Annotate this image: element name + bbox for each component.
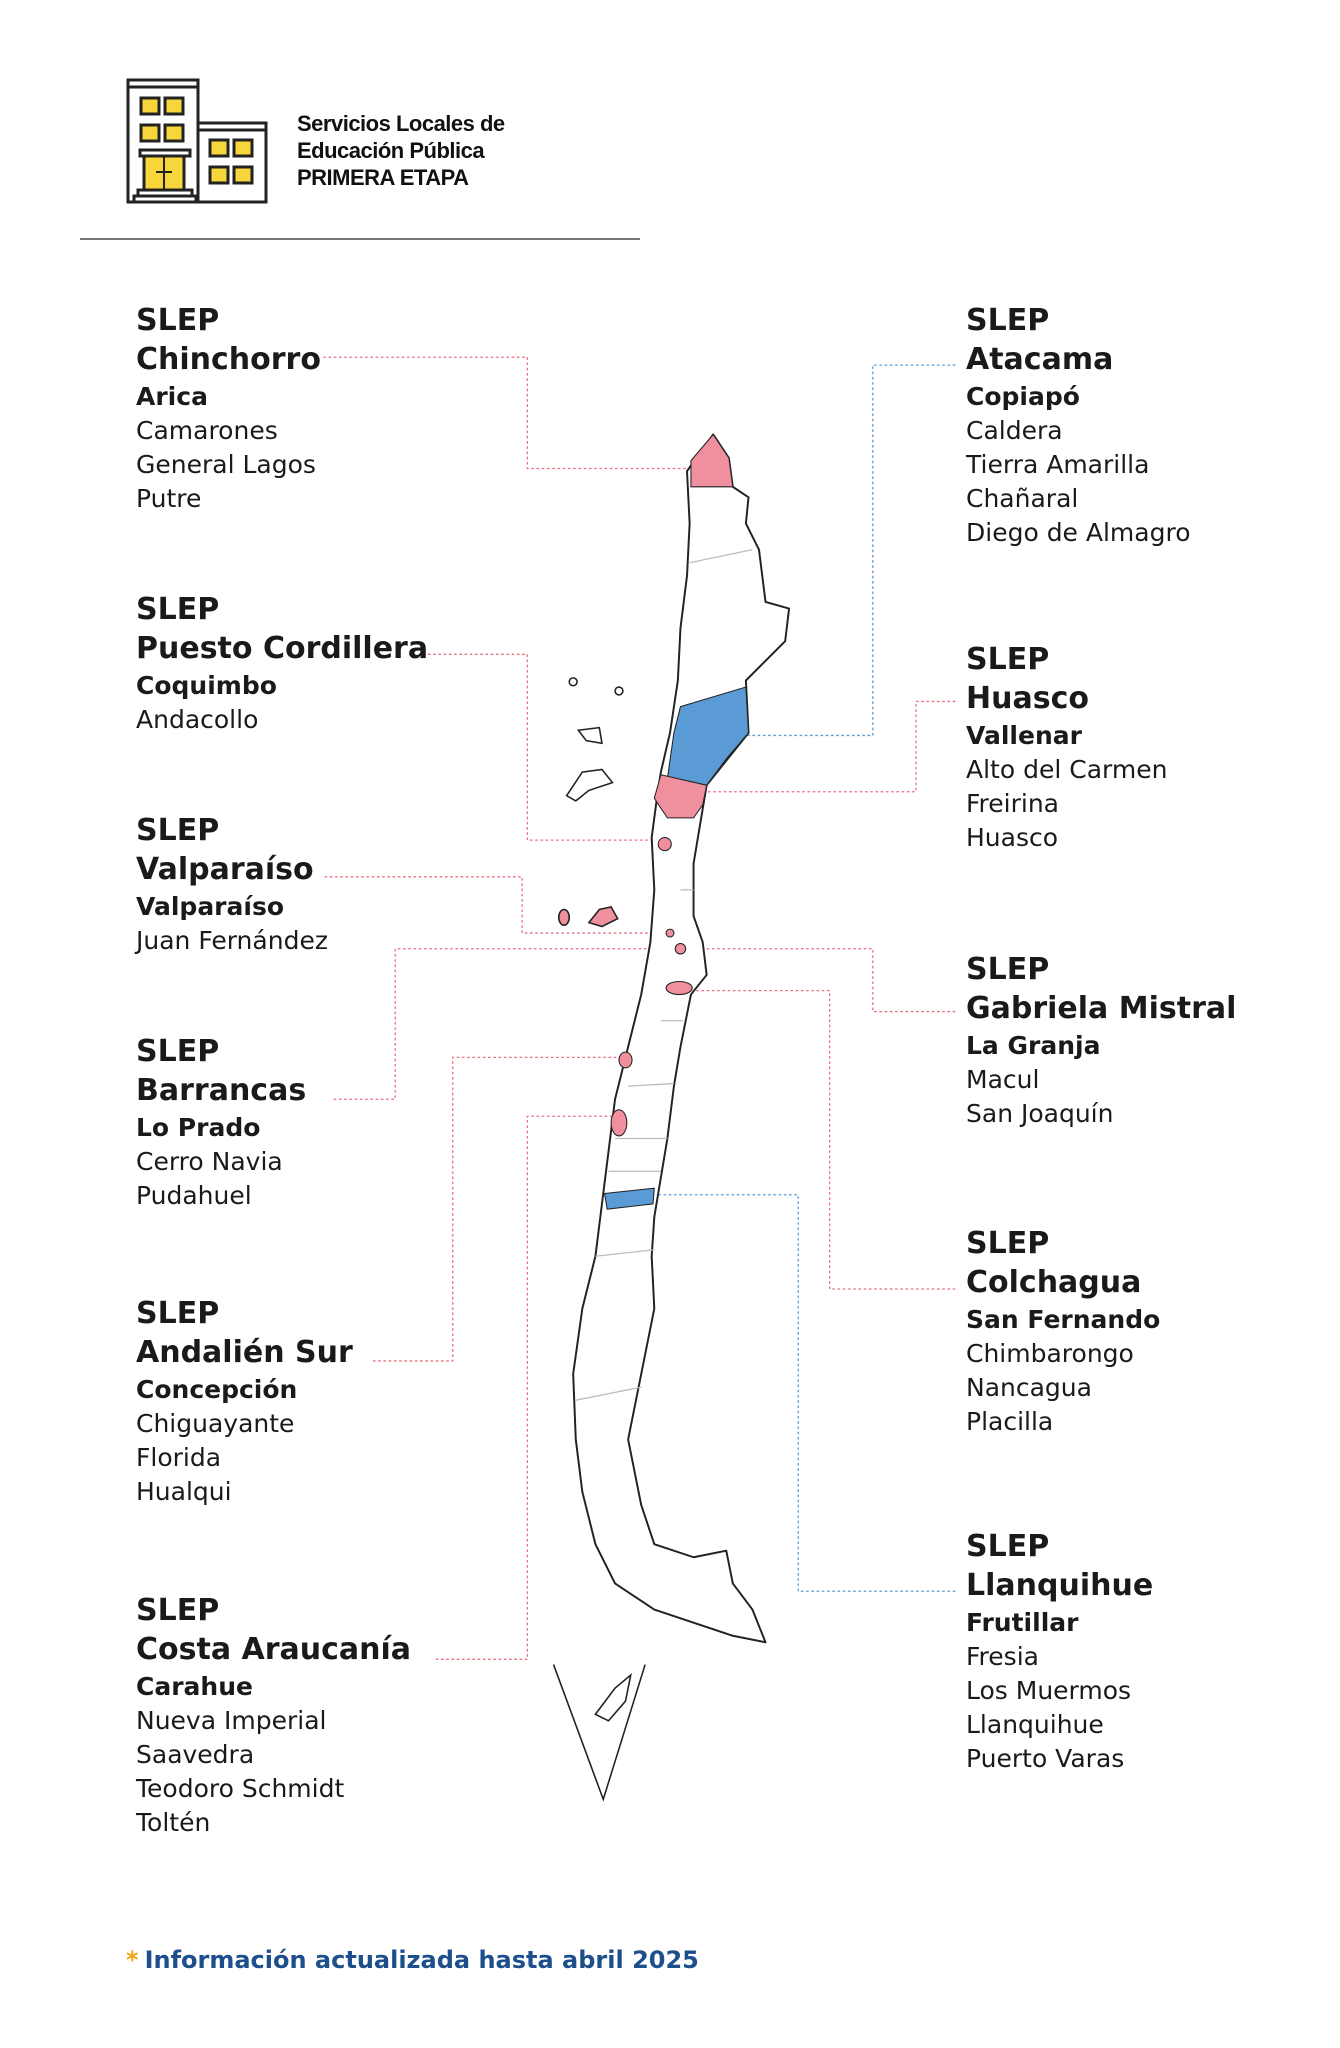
slep-commune: Chimbarongo	[966, 1339, 1134, 1368]
slep-commune: Macul	[966, 1065, 1040, 1094]
slep-prefix: SLEP	[136, 1593, 220, 1628]
slep-name: Valparaíso	[136, 852, 314, 887]
slep-block-gabriela-mistral	[966, 950, 1236, 1131]
region-colchagua	[666, 981, 692, 994]
slep-commune: Putre	[136, 484, 202, 513]
slep-block-costa-araucania	[136, 1591, 411, 1840]
slep-commune: Fresia	[966, 1642, 1039, 1671]
slep-main-commune: Copiapó	[966, 382, 1080, 411]
slep-commune: General Lagos	[136, 450, 316, 479]
slep-commune: Chañaral	[966, 484, 1079, 513]
region-valparaiso	[666, 929, 674, 937]
slep-block-andalien-sur	[136, 1294, 353, 1509]
slep-prefix: SLEP	[136, 592, 220, 627]
slep-main-commune: Frutillar	[966, 1608, 1079, 1637]
slep-name: Barrancas	[136, 1073, 307, 1108]
slep-commune: Chiguayante	[136, 1409, 295, 1438]
slep-commune: Huasco	[966, 823, 1059, 852]
leader-llanquihue	[654, 1195, 955, 1592]
header-line-2: Educación Pública	[297, 138, 485, 163]
slep-prefix: SLEP	[966, 952, 1050, 987]
islands	[559, 678, 623, 927]
region-gabriela-barrancas	[675, 944, 685, 954]
slep-commune: Caldera	[966, 416, 1063, 445]
slep-main-commune: Arica	[136, 382, 208, 411]
slep-prefix: SLEP	[966, 1226, 1050, 1261]
leader-atacama	[739, 365, 955, 735]
header-line-1: Servicios Locales de	[297, 111, 505, 136]
slep-commune: Llanquihue	[966, 1710, 1104, 1739]
slep-commune: Puerto Varas	[966, 1744, 1125, 1773]
slep-commune: Andacollo	[136, 705, 259, 734]
asterisk-icon: *	[126, 1946, 139, 1974]
slep-main-commune: Vallenar	[966, 721, 1082, 750]
slep-commune: Freirina	[966, 789, 1060, 818]
island-robinson-crusoe	[589, 907, 618, 927]
slep-name: Costa Araucanía	[136, 1632, 412, 1667]
slep-block-puesto-cordillera	[136, 590, 428, 737]
slep-main-commune: San Fernando	[966, 1305, 1161, 1334]
slep-prefix: SLEP	[966, 303, 1050, 338]
slep-prefix: SLEP	[136, 303, 220, 338]
region-chinchorro	[691, 434, 733, 486]
slep-commune: Los Muermos	[966, 1676, 1132, 1705]
footer-text: Información actualizada hasta abril 2025	[144, 1946, 699, 1974]
leader-puesto-cordillera	[428, 654, 661, 840]
slep-main-commune: Concepción	[136, 1375, 298, 1404]
antarctic-inset	[554, 1665, 646, 1800]
slep-commune: Juan Fernández	[136, 926, 328, 955]
slep-commune: Alto del Carmen	[966, 755, 1168, 784]
slep-prefix: SLEP	[966, 1529, 1050, 1564]
slep-commune: Diego de Almagro	[966, 518, 1191, 547]
slep-block-llanquihue	[966, 1527, 1153, 1776]
slep-name: Puesto Cordillera	[136, 631, 429, 666]
slep-commune: Camarones	[136, 416, 278, 445]
slep-name: Atacama	[966, 342, 1114, 377]
slep-prefix: SLEP	[136, 1296, 220, 1331]
slep-block-atacama	[966, 301, 1191, 550]
region-andalien-sur	[619, 1052, 632, 1068]
slep-main-commune: Carahue	[136, 1672, 253, 1701]
footer-note	[126, 1946, 699, 1974]
slep-block-barrancas	[136, 1032, 306, 1213]
slep-commune: Teodoro Schmidt	[136, 1774, 345, 1803]
slep-block-valparaiso	[136, 811, 328, 958]
header-line-3: PRIMERA ETAPA	[297, 165, 469, 190]
slep-commune: San Joaquín	[966, 1099, 1114, 1128]
slep-name: Llanquihue	[966, 1568, 1154, 1603]
slep-main-commune: Lo Prado	[136, 1113, 261, 1142]
slep-commune: Nueva Imperial	[136, 1706, 327, 1735]
slep-commune: Cerro Navia	[136, 1147, 283, 1176]
slep-name: Huasco	[966, 681, 1089, 716]
slep-commune: Florida	[136, 1443, 222, 1472]
slep-block-chinchorro	[136, 301, 321, 516]
slep-commune: Placilla	[966, 1407, 1054, 1436]
island-juan-fernandez	[559, 909, 569, 925]
region-costa-araucania	[611, 1110, 627, 1136]
leader-chinchorro	[323, 357, 689, 468]
slep-commune: Tierra Amarilla	[966, 450, 1150, 479]
leader-colchagua	[687, 991, 955, 1289]
slep-name: Chinchorro	[136, 342, 321, 377]
slep-name: Gabriela Mistral	[966, 991, 1237, 1026]
slep-commune: Saavedra	[136, 1740, 255, 1769]
slep-prefix: SLEP	[136, 1034, 220, 1069]
slep-commune: Hualqui	[136, 1477, 232, 1506]
slep-main-commune: Valparaíso	[136, 892, 285, 921]
slep-main-commune: Coquimbo	[136, 671, 277, 700]
slep-block-huasco	[966, 640, 1167, 855]
chile-outline	[573, 434, 789, 1642]
slep-commune: Nancagua	[966, 1373, 1092, 1402]
slep-block-colchagua	[966, 1224, 1160, 1439]
slep-commune: Toltén	[136, 1808, 211, 1837]
slep-name: Colchagua	[966, 1265, 1142, 1300]
slep-prefix: SLEP	[136, 813, 220, 848]
slep-prefix: SLEP	[966, 642, 1050, 677]
leader-gabriela-mistral	[680, 949, 955, 1012]
slep-commune: Pudahuel	[136, 1181, 252, 1210]
slep-main-commune: La Granja	[966, 1031, 1101, 1060]
region-puesto-cordillera	[658, 838, 671, 851]
slep-name: Andalién Sur	[136, 1335, 353, 1370]
